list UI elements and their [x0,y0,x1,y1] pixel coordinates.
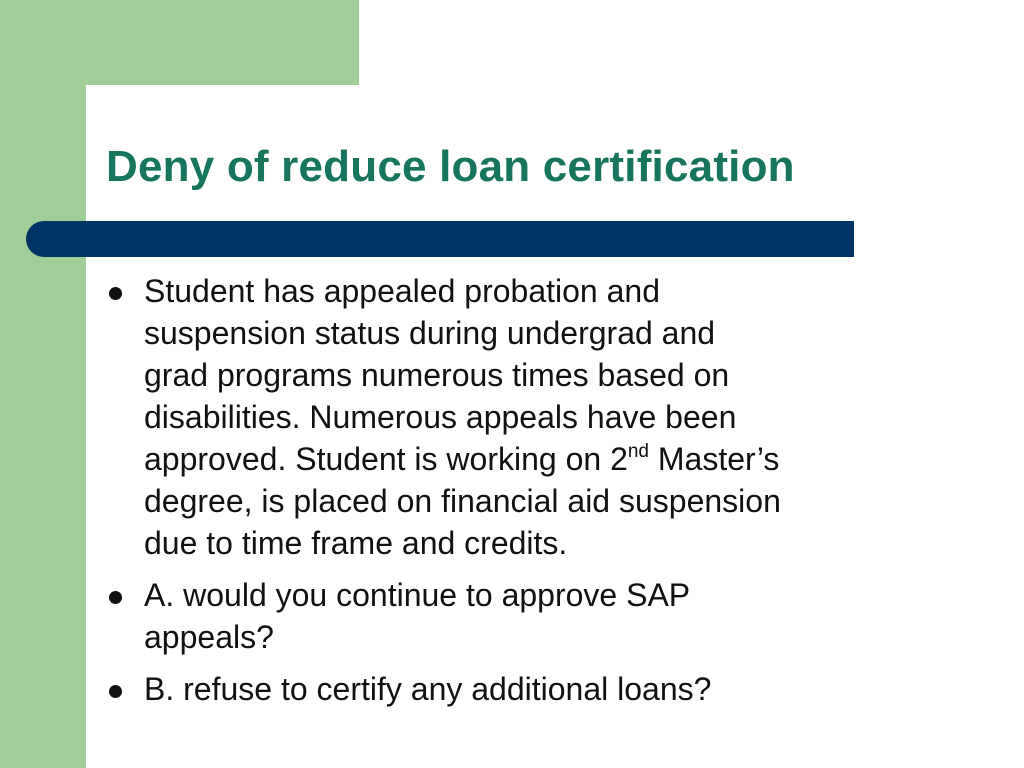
bullet-item [106,270,986,564]
title-underline-bar [26,221,854,257]
bullet-icon [109,591,122,604]
bullet-line: degree, is placed on financial aid suspension [144,483,781,519]
bullet-line [144,438,986,480]
bullet-line-text: approved. Student is working on 2 [144,441,628,477]
bullet-line: A. would you continue to approve SAP [144,577,691,613]
bullet-list [106,270,986,720]
green-corner-band [0,0,359,85]
green-sidebar-band [0,0,86,768]
bullet-line: Student has appealed probation and [144,273,660,309]
bullet-line: disabilities. Numerous appeals have been [144,399,737,435]
bullet-line: suspension status during undergrad and [144,315,716,351]
bullet-line-text: Master’s [649,441,780,477]
bullet-line: appeals? [144,619,274,655]
bullet-line: due to time frame and credits. [144,525,568,561]
bullet-item [106,668,986,710]
slide-title: Deny of reduce loan certification [106,142,795,191]
bullet-line: grad programs numerous times based on [144,357,730,393]
bullet-item [106,574,986,658]
bullet-icon [109,685,122,698]
ordinal-superscript: nd [627,441,649,462]
bullet-line: B. refuse to certify any additional loans? [144,671,712,707]
bullet-icon [109,287,122,300]
